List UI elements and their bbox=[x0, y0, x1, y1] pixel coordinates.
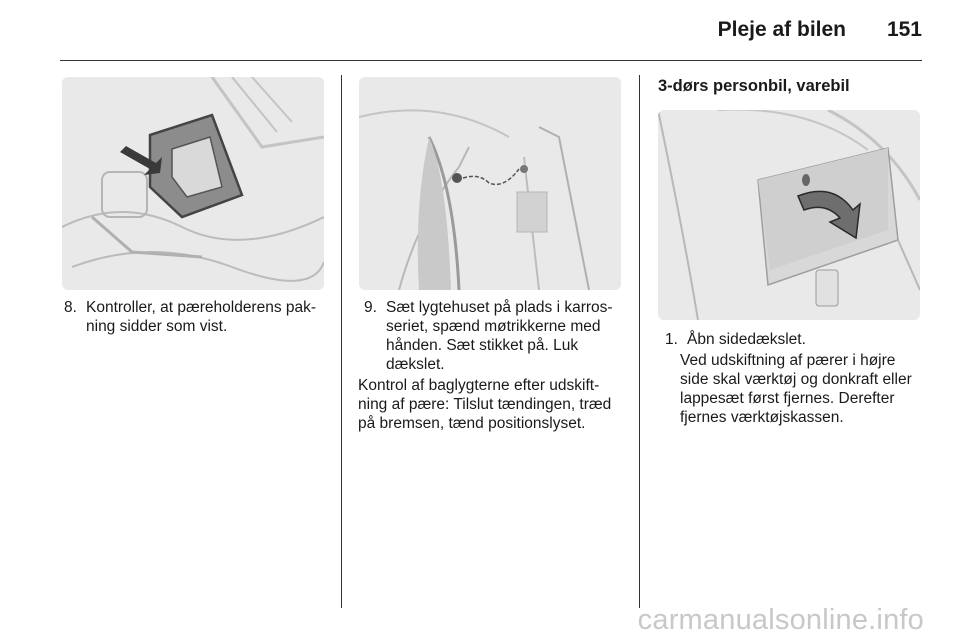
column-divider bbox=[639, 75, 640, 608]
step-8 bbox=[64, 298, 326, 336]
step-number: 9. bbox=[364, 299, 377, 316]
section-heading: 3-dørs personbil, varebil bbox=[658, 77, 850, 95]
step-text: Sæt lygtehuset på plads i karros-seriet, spænd møtrikkerne med hånden. Sæt stikket på. Luk dækslet. bbox=[386, 299, 613, 373]
step-number: 8. bbox=[64, 299, 77, 316]
step-9 bbox=[364, 298, 626, 374]
page-header-title: Pleje af bilen bbox=[717, 18, 846, 41]
step-number: 1. bbox=[665, 331, 678, 348]
bulb-holder-gasket-illustration bbox=[62, 77, 324, 290]
step-text: Kontroller, at pæreholderens pak-ning sidder som vist. bbox=[86, 299, 317, 335]
tool-removal-note: Ved udskiftning af pærer i højre side skal værktøj og donkraft eller lappesæt først fjernes. Derefter fjernes værktøjskassen. bbox=[680, 352, 912, 426]
step-text: Åbn sidedækslet. bbox=[687, 331, 806, 348]
bulb-check-paragraph: Kontrol af baglygterne efter udskift-ning af pære: Tilslut tændingen, træd på bremsen, tænd positionslyset. bbox=[358, 377, 612, 432]
page-number: 151 bbox=[886, 18, 922, 41]
step-1 bbox=[665, 330, 927, 349]
bulb-holder-gasket-drawing bbox=[62, 77, 324, 290]
watermark: carmanualsonline.info bbox=[637, 604, 924, 636]
side-cover-drawing bbox=[658, 110, 920, 320]
side-cover-illustration bbox=[658, 110, 920, 320]
lamp-housing-drawing bbox=[359, 77, 621, 290]
lamp-housing-illustration bbox=[359, 77, 621, 290]
header-rule bbox=[60, 60, 922, 61]
column-divider bbox=[341, 75, 342, 608]
